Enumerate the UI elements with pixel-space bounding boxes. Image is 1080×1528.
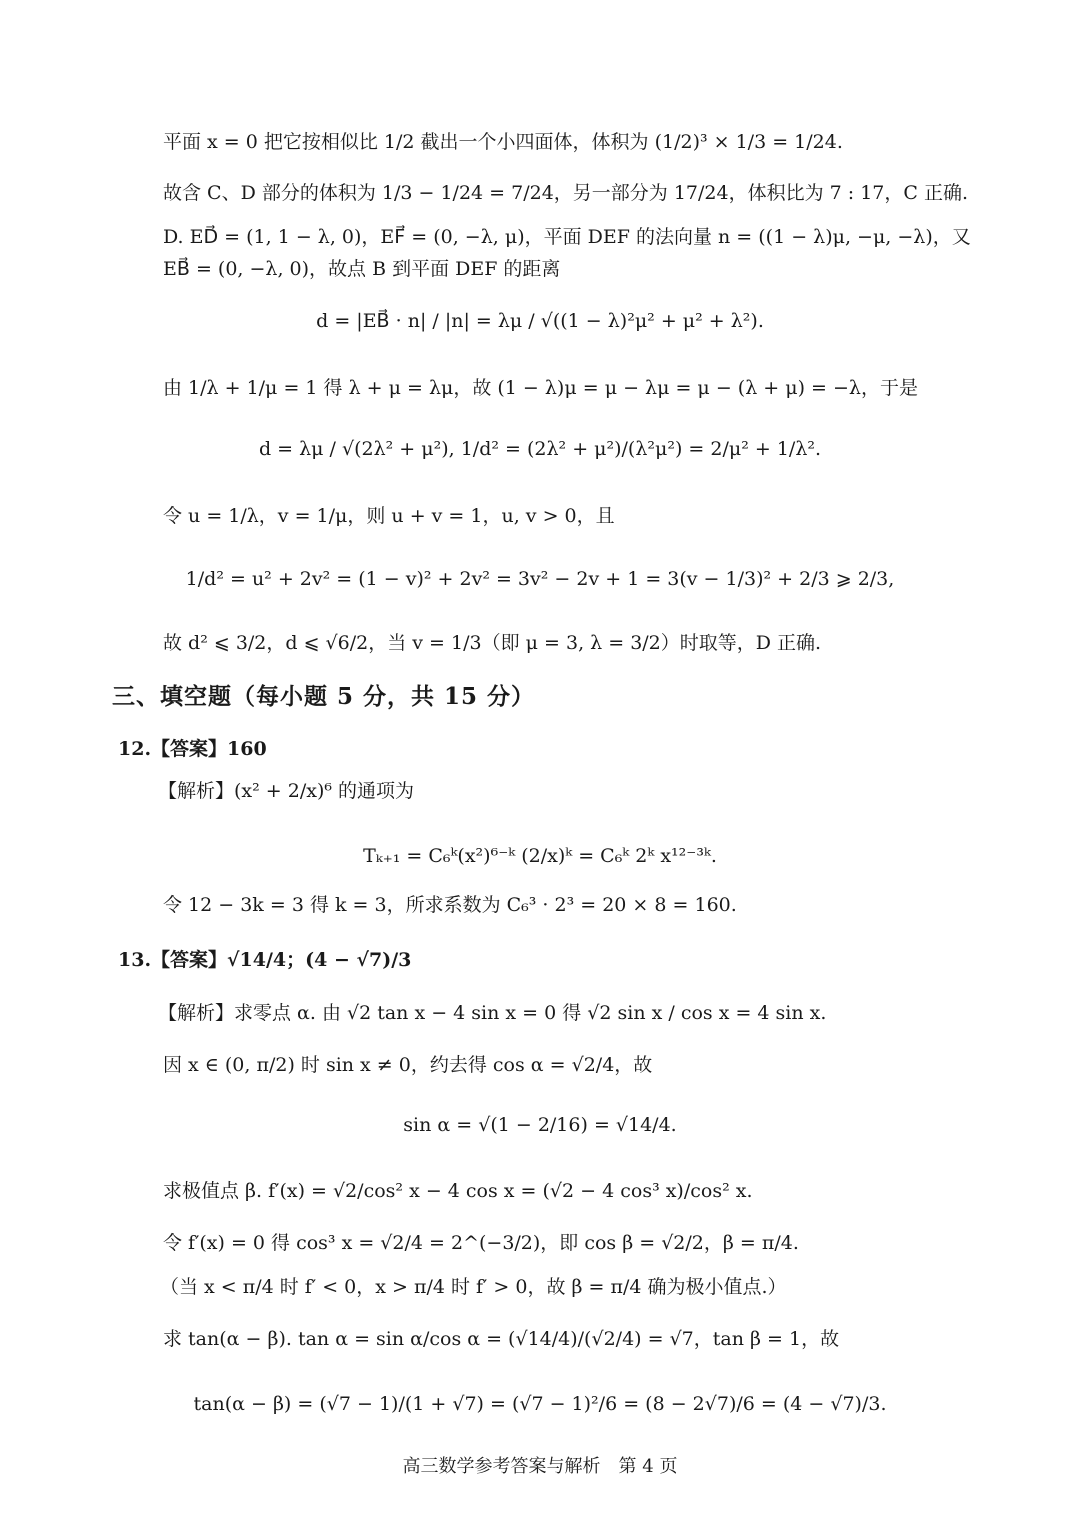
page-footer: 高三数学参考答案与解析 第 4 页 [402, 1456, 678, 1477]
text-line: 令 u = 1/λ，v = 1/μ，则 u + v = 1，u, v > 0，且 [163, 505, 615, 527]
text-line: 平面 x = 0 把它按相似比 1/2 截出一个小四面体，体积为 (1/2)³ × 1/3 = 1/24. [163, 131, 843, 153]
text-line: 由 1/λ + 1/μ = 1 得 λ + μ = λμ，故 (1 − λ)μ = μ − λμ = μ − (λ + μ) = −λ，于是 [163, 377, 918, 399]
text-line: 求 tan(α − β). tan α = sin α/cos α = (√14/4)/(√2/4) = √7，tan β = 1，故 [163, 1328, 840, 1350]
text-line: 【解析】求零点 α. 由 √2 tan x − 4 sin x = 0 得 √2 sin x / cos x = 4 sin x. [158, 1002, 827, 1024]
text-line: 故 d² ⩽ 3/2，d ⩽ √6/2，当 v = 1/3（即 μ = 3, λ = 3/2）时取等，D 正确. [163, 632, 822, 654]
text-line: EB⃗ = (0, −λ, 0)，故点 B 到平面 DEF 的距离 [163, 258, 561, 280]
text-line: 令 12 − 3k = 3 得 k = 3，所求系数为 C₆³ · 2³ = 20 × 8 = 160. [163, 894, 737, 916]
equation: sin α = √(1 − 2/16) = √14/4. [403, 1114, 677, 1136]
answer-line: 13.【答案】√14/4；(4 − √7)/3 [118, 949, 412, 971]
text-line: （当 x < π/4 时 f′ < 0，x > π/4 时 f′ > 0，故 β = π/4 确为极小值点.） [160, 1276, 787, 1298]
text-line: 求极值点 β. f′(x) = √2/cos² x − 4 cos x = (√2 − 4 cos³ x)/cos² x. [163, 1180, 753, 1202]
text-line: 【解析】(x² + 2/x)⁶ 的通项为 [158, 780, 415, 802]
section-heading: 三、填空题（每小题 5 分，共 15 分） [112, 683, 536, 710]
equation: d = λμ / √(2λ² + μ²), 1/d² = (2λ² + μ²)/(λ²μ²) = 2/μ² + 1/λ². [258, 438, 822, 460]
answer-line: 12.【答案】160 [118, 738, 267, 760]
text-line: 故含 C、D 部分的体积为 1/3 − 1/24 = 7/24，另一部分为 17/24，体积比为 7 : 17，C 正确. [163, 182, 968, 204]
text-line: 令 f′(x) = 0 得 cos³ x = √2/4 = 2^(−3/2)，即 cos β = √2/2，β = π/4. [163, 1232, 799, 1254]
equation: d = |EB⃗ · n| / |n| = λμ / √((1 − λ)²μ² + μ² + λ²). [316, 310, 764, 332]
equation: 1/d² = u² + 2v² = (1 − v)² + 2v² = 3v² − 2v + 1 = 3(v − 1/3)² + 2/3 ⩾ 2/3, [185, 568, 895, 590]
equation: Tₖ₊₁ = C₆ᵏ(x²)⁶⁻ᵏ (2/x)ᵏ = C₆ᵏ 2ᵏ x¹²⁻³ᵏ. [363, 845, 717, 867]
text-line: 因 x ∈ (0, π/2) 时 sin x ≠ 0，约去得 cos α = √2/4，故 [163, 1054, 653, 1076]
equation: tan(α − β) = (√7 − 1)/(1 + √7) = (√7 − 1)²/6 = (8 − 2√7)/6 = (4 − √7)/3. [193, 1393, 887, 1415]
text-line: D. ED⃗ = (1, 1 − λ, 0)，EF⃗ = (0, −λ, μ)，平面 DEF 的法向量 n = ((1 − λ)μ, −μ, −λ)，又 [163, 226, 971, 248]
